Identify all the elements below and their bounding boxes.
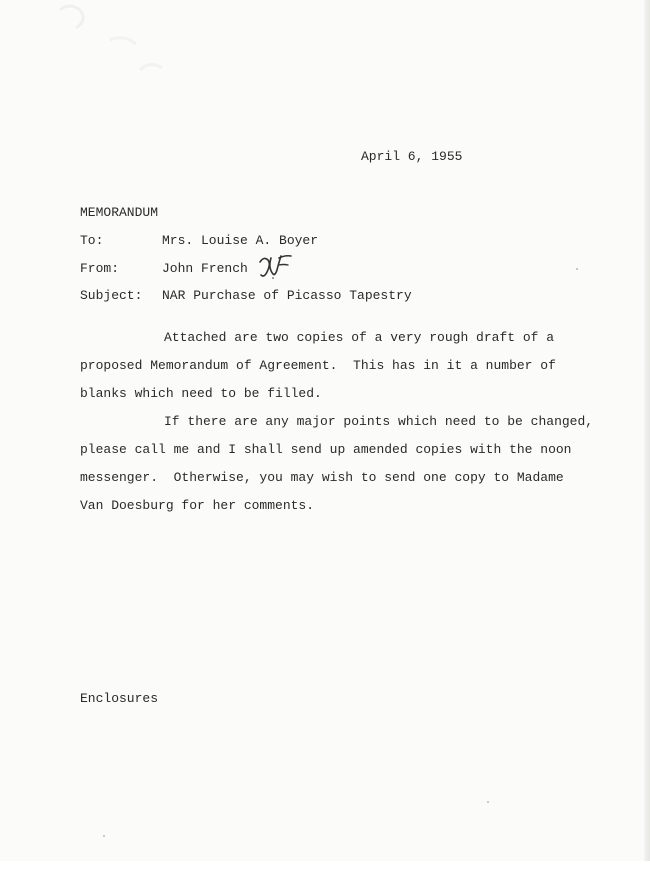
paragraph-line: please call me and I shall send up amended copies with the noon	[80, 442, 572, 457]
paragraph-line: If there are any major points which need to be changed,	[164, 414, 594, 429]
to-value: Mrs. Louise A. Boyer	[162, 233, 319, 248]
paragraph-2	[80, 414, 625, 526]
paragraph-line: proposed Memorandum of Agreement. This has in it a number of	[80, 358, 556, 373]
subject-label: Subject:	[80, 288, 143, 303]
bleed-through-marks	[40, 0, 200, 90]
to-label: To:	[80, 233, 104, 248]
paper-speck	[576, 268, 578, 270]
paper-edge-right	[644, 0, 650, 891]
handwritten-initials-jf	[257, 252, 297, 280]
paragraph-line: Van Doesburg for her comments.	[80, 498, 315, 513]
paragraph-line: blanks which need to be filled.	[80, 386, 322, 401]
scan-margin-bottom	[0, 861, 650, 891]
paper-speck	[103, 835, 105, 837]
bleed-through-shapes	[40, 0, 200, 90]
from-value: John French	[162, 261, 248, 276]
memo-heading: MEMORANDUM	[80, 205, 159, 220]
enclosures-note: Enclosures	[80, 691, 159, 706]
paper-speck	[487, 801, 489, 803]
paragraph-1	[80, 330, 625, 414]
from-label: From:	[80, 261, 120, 276]
paragraph-line: messenger. Otherwise, you may wish to send one copy to Madame	[80, 470, 564, 485]
memo-date: April 6, 1955	[361, 149, 463, 164]
paragraph-line: Attached are two copies of a very rough draft of a	[164, 330, 555, 345]
subject-value: NAR Purchase of Picasso Tapestry	[162, 288, 412, 303]
